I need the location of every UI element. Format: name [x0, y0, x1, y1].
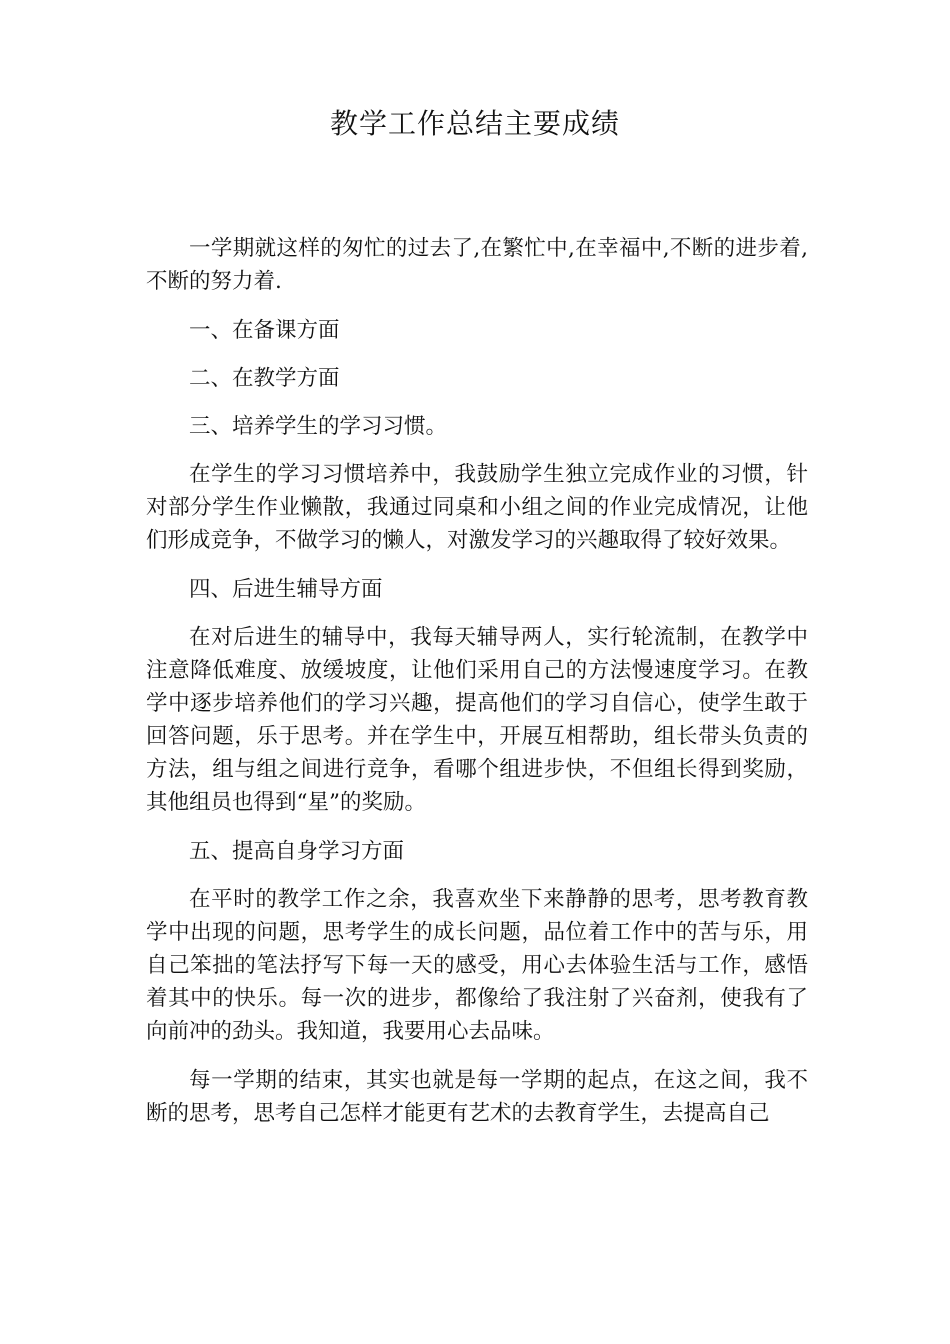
document-title: 教学工作总结主要成绩	[329, 107, 620, 140]
document-body	[146, 232, 808, 1146]
tutoring-paragraph: 在对后进生的辅导中，我每天辅导两人，实行轮流制，在教学中注意降低难度、放缓坡度，让他们采用自己的方法慢速度学习。在教学中逐步培养他们的学习兴趣，提高他们的学习自信心，使学生敢于回答问题，乐于思考。并在学生中，开展互相帮助，组长带头负责的方法，组与组之间进行竞争，看哪个组进步快，不但组长得到奖励，其他组员也得到“星”的奖励。	[146, 625, 808, 815]
closing-paragraph: 每一学期的结束，其实也就是每一学期的起点，在这之间，我不断的思考，思考自己怎样才能更有艺术的去教育学生，去提高自己	[146, 1068, 808, 1126]
self-improvement-paragraph: 在平时的教学工作之余，我喜欢坐下来静静的思考，思考教育教学中出现的问题，思考学生的成长问题，品位着工作中的苦与乐，用自己笨拙的笔法抒写下每一天的感受，用心去体验生活与工作，感悟着其中的快乐。每一次的进步，都像给了我注射了兴奋剂，使我有了向前冲的劲头。我知道，我要用心去品味。	[146, 887, 808, 1044]
section-heading-teaching: 二、在教学方面	[189, 366, 340, 391]
section-heading-self-improvement: 五、提高自身学习方面	[189, 839, 405, 864]
section-heading-lesson-prep: 一、在备课方面	[189, 318, 340, 343]
section-heading-tutoring: 四、后进生辅导方面	[189, 577, 383, 602]
section-heading-study-habits: 三、培养学生的学习习惯。	[189, 414, 448, 439]
study-habits-paragraph: 在学生的学习习惯培养中，我鼓励学生独立完成作业的习惯，针对部分学生作业懒散，我通过同桌和小组之间的作业完成情况，让他们形成竞争，不做学习的懒人，对激发学习的兴趣取得了较好效果。	[146, 462, 808, 553]
intro-paragraph: 一学期就这样的匆忙的过去了,在繁忙中,在幸福中,不断的进步着,不断的努力着.	[146, 236, 808, 294]
